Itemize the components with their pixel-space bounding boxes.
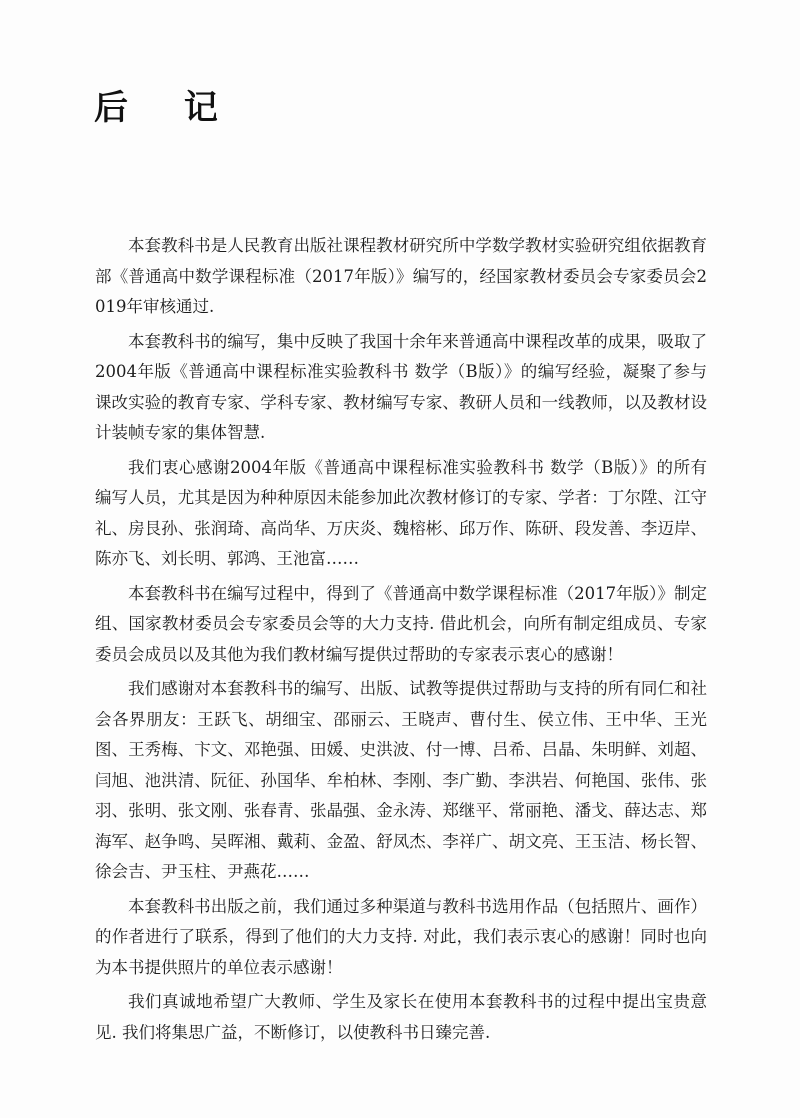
paragraph-thanks-standards-committee: 本套教科书在编写过程中，得到了《普通高中数学课程标准（2017年版）》制定组、国家教材委员会专家委员会等的大力支持. 借此机会，向所有制定组成员、专家委员会成员以及其他为我们教材编写提供过帮助的专家表示衷心的感谢！ (95, 583, 707, 664)
paragraph-thanks-previous-authors: 我们衷心感谢2004年版《普通高中课程标准实验教科书 数学（B版）》的所有编写人员，尤其是因为种种原因未能参加此次教材修订的专家、学者：丁尔陞、江守礼、房艮孙、张润琦、高尚华、万庆炎、魏榕彬、邱万作、陈研、段发善、李迈岸、陈亦飞、刘长明、郭鸿、王池富…… (95, 457, 707, 568)
page-title: 后 记 (94, 88, 240, 128)
paragraph-authorship: 本套教科书是人民教育出版社课程教材研究所中学数学教材实验研究组依据教育部《普通高中数学课程标准（2017年版）》编写的，经国家教材委员会专家委员会2019年审核通过. (95, 236, 707, 316)
paragraph-thanks-artwork-authors: 本套教科书出版之前，我们通过多种渠道与教科书选用作品（包括照片、画作）的作者进行了联系，得到了他们的大力支持. 对此，我们表示衷心的感谢！同时也向为本书提供照片的单位表示感谢！ (95, 896, 707, 977)
paragraph-compilation: 本套教科书的编写，集中反映了我国十余年来普通高中课程改革的成果，吸取了2004年版《普通高中课程标准实验教科书 数学（B版）》的编写经验，凝聚了参与课改实验的教育专家、学科专家、教材编写专家、教研人员和一线教师，以及教材设计装帧专家的集体智慧. (95, 331, 707, 442)
afterword-body (95, 231, 707, 1052)
paragraph-thanks-colleagues: 我们感谢对本套教科书的编写、出版、试教等提供过帮助与支持的所有同仁和社会各界朋友：王跃飞、胡细宝、邵丽云、王晓声、曹付生、侯立伟、王中华、王光图、王秀梅、卞文、邓艳强、田媛、史洪波、付一博、吕希、吕晶、朱明鲜、刘超、闫旭、池洪清、阮征、孙国华、牟柏林、李刚、李广勤、李洪岩、何艳国、张伟、张羽、张明、张文刚、张春青、张晶强、金永涛、郑继平、常丽艳、潘戈、薛达志、郑海军、赵争鸣、吴晖湘、戴莉、金盈、舒凤杰、李祥广、胡文亮、王玉洁、杨长智、徐会吉、尹玉柱、尹燕花…… (95, 679, 707, 881)
paragraph-request-feedback: 我们真诚地希望广大教师、学生及家长在使用本套教科书的过程中提出宝贵意见. 我们将集思广益，不断修订，以使教科书日臻完善. (95, 992, 707, 1042)
